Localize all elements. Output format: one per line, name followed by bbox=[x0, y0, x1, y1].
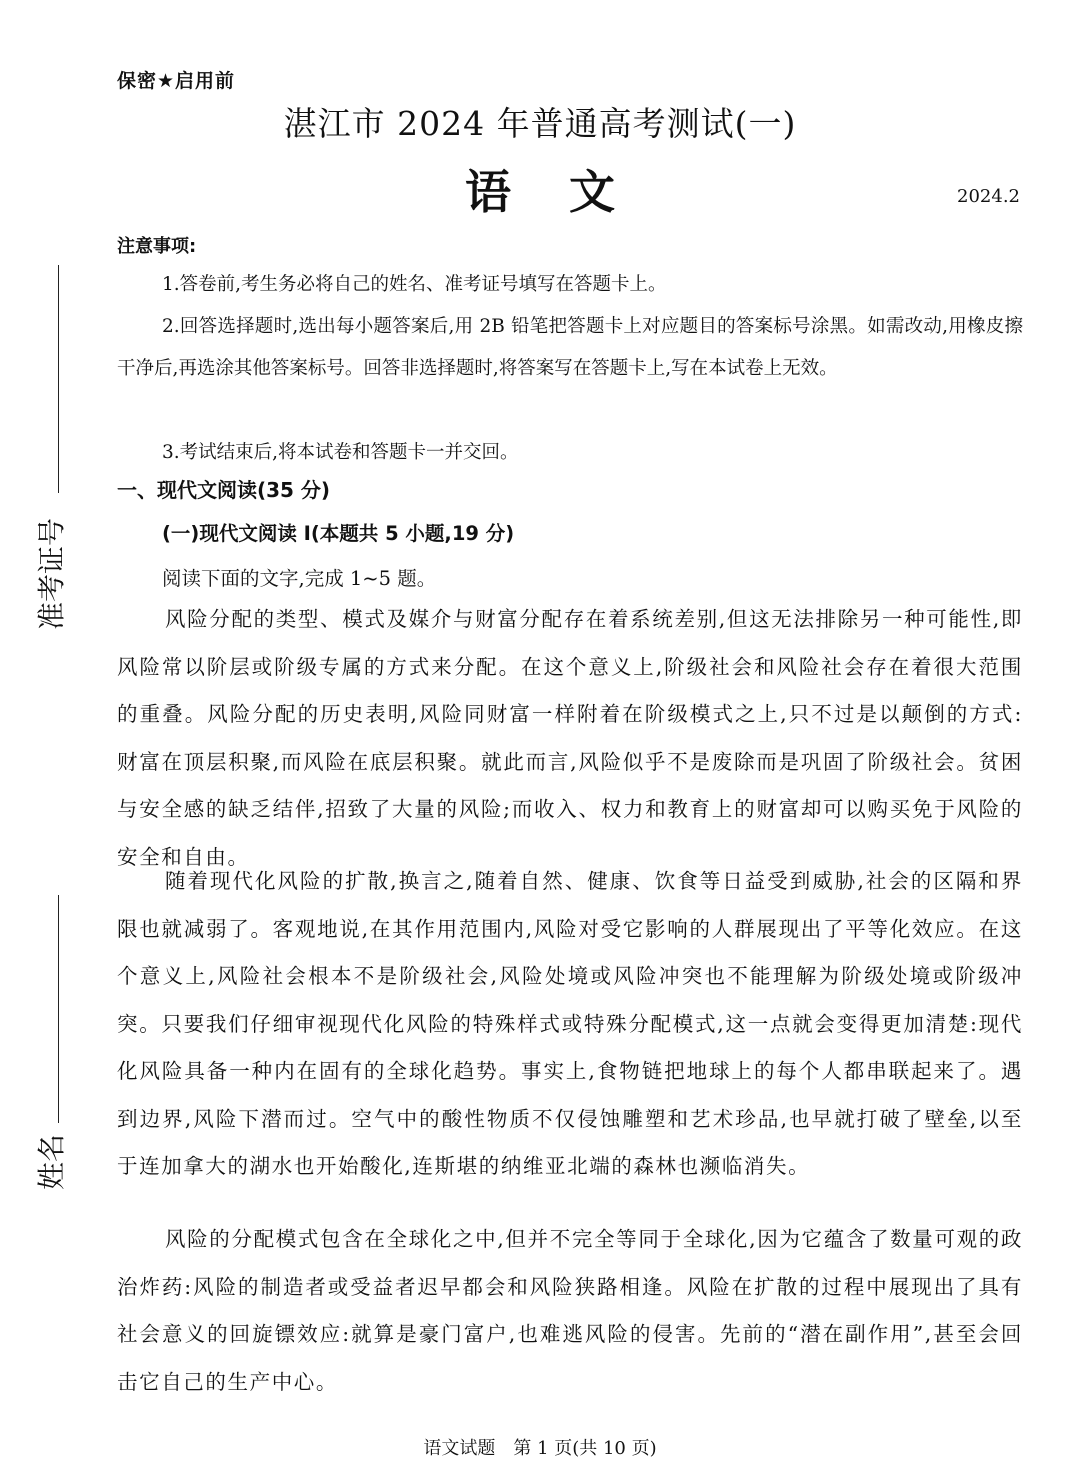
subject-title: 语文 bbox=[465, 165, 673, 219]
reading-instruction: 阅读下面的文字,完成 1~5 题。 bbox=[162, 567, 437, 590]
name-label: 姓名 bbox=[35, 1133, 68, 1190]
notice-title: 注意事项: bbox=[117, 236, 197, 257]
passage-paragraph-1: 风险分配的类型、模式及媒介与财富分配存在着系统差别,但这无法排除另一种可能性,即风险常以阶层或阶级专属的方式来分配。在这个意义上,阶级社会和风险社会存在着很大范围的重叠。风险分配的历史表明,风险同财富一样附着在阶级模式之上,只不过是以颠倒的方式:财富在顶层积聚,而风险在底层积聚。就此而言,风险似乎不是废除而是巩固了阶级社会。贫困与安全感的缺乏结伴,招致了大量的风险;而收入、权力和教育上的财富却可以购买免于风险的安全和自由。 bbox=[117, 607, 1023, 869]
passage-paragraph-3: 风险的分配模式包含在全球化之中,但并不完全等同于全球化,因为它蕴含了数量可观的政治炸药:风险的制造者或受益者迟早都会和风险狭路相逢。风险在扩散的过程中展现出了具有社会意义的回旋镖效应:就算是豪门富户,也难逃风险的侵害。先前的“潜在副作用”,甚至会回击它自己的生产中心。 bbox=[117, 1227, 1023, 1394]
notice-item-1: 1.答卷前,考生务必将自己的姓名、准考证号填写在答题卡上。 bbox=[162, 274, 667, 295]
notice-item-2: 2.回答选择题时,选出每小题答案后,用 2B 铅笔把答题卡上对应题目的答案标号涂黑。如需改动,用橡皮擦干净后,再选涂其他答案标号。回答非选择题时,将答案写在答题卡上,写在本试卷上无效。 bbox=[117, 316, 1023, 379]
passage-paragraph-2: 随着现代化风险的扩散,换言之,随着自然、健康、饮食等日益受到威胁,社会的区隔和界限也就减弱了。客观地说,在其作用范围内,风险对受它影响的人群展现出了平等化效应。在这个意义上,风险社会根本不是阶级社会,风险处境或风险冲突也不能理解为阶级处境或阶级冲突。只要我们仔细审视现代化风险的特殊样式或特殊分配模式,这一点就会变得更加清楚:现代化风险具备一种内在固有的全球化趋势。事实上,食物链把地球上的每个人都串联起来了。遇到边界,风险下潜而过。空气中的酸性物质不仅侵蚀雕塑和艺术珍品,也早就打破了壁垒,以至于连加拿大的湖水也开始酸化,连斯堪的纳维亚北端的森林也濒临消失。 bbox=[117, 869, 1023, 1178]
subsection-title: (一)现代文阅读 I(本题共 5 小题,19 分) bbox=[162, 522, 515, 545]
name-line bbox=[58, 895, 59, 1123]
section-title: 一、现代文阅读(35 分) bbox=[117, 478, 331, 502]
admission-number-line bbox=[58, 265, 59, 493]
notice-item-3: 3.考试结束后,将本试卷和答题卡一并交回。 bbox=[162, 442, 519, 463]
confidential-mark: 保密★启用前 bbox=[117, 70, 236, 92]
admission-number-label: 准考证号 bbox=[35, 517, 68, 630]
exam-title: 湛江市 2024 年普通高考测试(一) bbox=[283, 104, 797, 143]
page-footer: 语文试题 第 1 页(共 10 页) bbox=[423, 1438, 657, 1459]
exam-date: 2024.2 bbox=[957, 186, 1020, 207]
